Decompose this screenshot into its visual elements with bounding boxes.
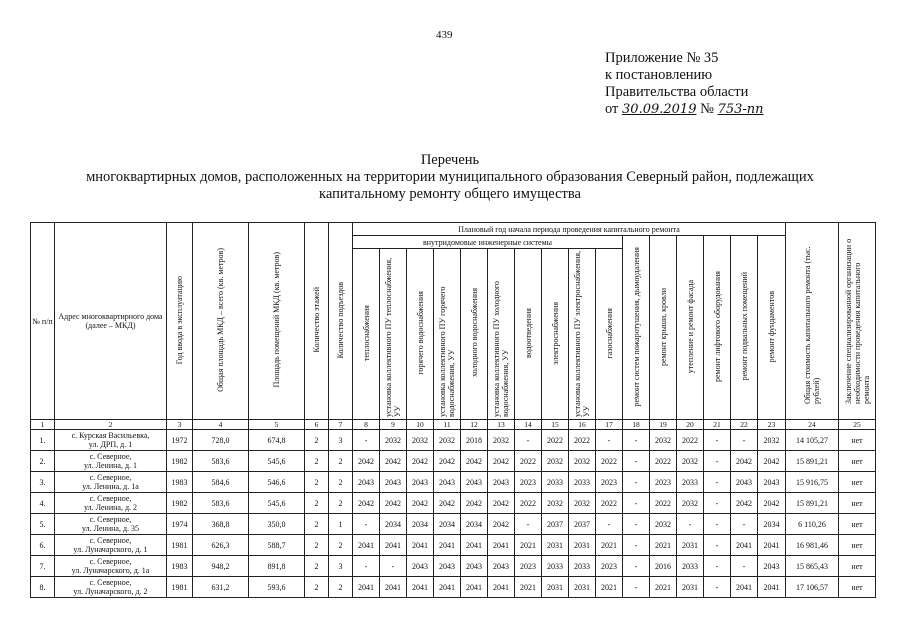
row-work-year: -	[515, 514, 542, 535]
row-entrances: 3	[329, 430, 353, 451]
row-work-year: 2022	[569, 430, 596, 451]
row-work-year: 2041	[407, 577, 434, 598]
table-row	[31, 493, 876, 514]
row-work-year: 2041	[407, 535, 434, 556]
row-work-year: 2041	[731, 535, 758, 556]
row-floors: 2	[305, 472, 329, 493]
row-year: 1972	[167, 430, 193, 451]
row-work-year: 2043	[461, 556, 488, 577]
row-area-rooms: 546,6	[249, 472, 305, 493]
column-number: 14	[515, 420, 542, 430]
row-work-year: -	[623, 514, 650, 535]
row-work-year: 2021	[515, 535, 542, 556]
row-work-year: 2033	[542, 472, 569, 493]
appendix-line-2: к постановлению	[605, 67, 713, 83]
row-work-year: 2033	[677, 556, 704, 577]
row-entrances: 2	[329, 472, 353, 493]
appendix-line-1: Приложение № 35	[605, 50, 719, 66]
row-work-year: 2031	[542, 577, 569, 598]
row-floors: 2	[305, 556, 329, 577]
row-address	[55, 535, 167, 556]
column-number: 10	[407, 420, 434, 430]
column-number: 7	[329, 420, 353, 430]
row-work-year: 2033	[569, 472, 596, 493]
column-number: 13	[488, 420, 515, 430]
row-work-year: 2042	[758, 451, 786, 472]
row-address-line-1: с. Северное,	[89, 536, 132, 545]
row-work-year: 2033	[677, 472, 704, 493]
row-work-year: 2032	[569, 451, 596, 472]
row-address-line-1: с. Северное,	[89, 578, 132, 587]
row-work-year: 2042	[434, 493, 461, 514]
page-number: 439	[436, 29, 453, 41]
row-conclusion: нет	[839, 493, 876, 514]
row-work-year: 2042	[731, 451, 758, 472]
row-area-rooms: 674,8	[249, 430, 305, 451]
row-work-year: -	[623, 535, 650, 556]
row-work-year: 2042	[488, 451, 515, 472]
row-conclusion: нет	[839, 514, 876, 535]
row-work-year: 2042	[758, 493, 786, 514]
row-work-year: 2032	[434, 430, 461, 451]
header-year: Год ввода в эксплуатацию	[167, 223, 193, 420]
row-work-year: -	[515, 430, 542, 451]
row-work-year: -	[704, 535, 731, 556]
header-work: ремонт лифтового оборудования	[704, 236, 731, 420]
header-work: горячего водоснабжения	[407, 249, 434, 420]
row-floors: 2	[305, 514, 329, 535]
header-internal-systems: внутридомовые инженерные системы	[353, 236, 623, 249]
header-cost: Общая стоимость капитального ремонта (тыс. рублей)	[786, 223, 839, 420]
row-address-line-2: ул. Луначарского, д. 2	[73, 587, 148, 596]
row-address	[55, 472, 167, 493]
row-work-year: 2016	[650, 556, 677, 577]
row-work-year: 2043	[434, 472, 461, 493]
header-number: № п/п	[31, 223, 55, 420]
row-area-total: 728,0	[193, 430, 249, 451]
row-work-year: 2042	[731, 493, 758, 514]
row-floors: 2	[305, 535, 329, 556]
table-row	[31, 514, 876, 535]
row-work-year: 2041	[353, 577, 380, 598]
row-work-year: 2037	[569, 514, 596, 535]
row-number: 8.	[31, 577, 55, 598]
row-address-line-2: ул. Ленина, д. 2	[83, 503, 138, 512]
row-work-year: 2023	[515, 472, 542, 493]
header-work: электроснабжения	[542, 249, 569, 420]
header-work: ремонт подвальных помещений	[731, 236, 758, 420]
header-entrances: Количество подъездов	[329, 223, 353, 420]
row-area-total: 584,6	[193, 472, 249, 493]
row-work-year: 2043	[380, 472, 407, 493]
header-work: установка коллективного ПУ горячего водоснабжения, УУ	[434, 249, 461, 420]
column-number: 4	[193, 420, 249, 430]
header-work: установка коллективного ПУ холодного водоснабжения, УУ	[488, 249, 515, 420]
row-area-total: 626,3	[193, 535, 249, 556]
row-year: 1982	[167, 451, 193, 472]
row-year: 1983	[167, 556, 193, 577]
row-address-line-2: ул. Луначарского, д. 1а	[71, 566, 150, 575]
appendix-line-3: Правительства области	[605, 84, 749, 100]
row-area-rooms: 588,7	[249, 535, 305, 556]
row-work-year: 2023	[596, 556, 623, 577]
row-address-line-2: ул. Ленина, д. 1а	[82, 482, 139, 491]
row-work-year: 2041	[758, 535, 786, 556]
row-work-year: 2032	[758, 430, 786, 451]
row-address	[55, 514, 167, 535]
row-work-year: 2041	[731, 577, 758, 598]
row-work-year: -	[731, 430, 758, 451]
row-work-year: 2041	[353, 535, 380, 556]
row-work-year: 2043	[407, 556, 434, 577]
row-work-year: 2043	[488, 472, 515, 493]
row-area-rooms: 891,8	[249, 556, 305, 577]
row-number: 4.	[31, 493, 55, 514]
column-number-row	[31, 420, 876, 430]
row-area-total: 583,6	[193, 451, 249, 472]
row-work-year: 2043	[731, 472, 758, 493]
column-number: 8	[353, 420, 380, 430]
row-entrances: 1	[329, 514, 353, 535]
row-area-total: 948,2	[193, 556, 249, 577]
row-work-year: 2021	[596, 535, 623, 556]
row-area-rooms: 545,6	[249, 493, 305, 514]
row-cost: 6 110,26	[786, 514, 839, 535]
column-number: 22	[731, 420, 758, 430]
row-work-year: 2043	[434, 556, 461, 577]
column-number: 12	[461, 420, 488, 430]
row-floors: 2	[305, 451, 329, 472]
row-address-line-2: ул. Ленина, д. 35	[81, 524, 140, 533]
table-row	[31, 451, 876, 472]
appendix-block	[605, 50, 764, 118]
row-work-year: 2022	[596, 493, 623, 514]
row-work-year: 2042	[407, 451, 434, 472]
column-number: 21	[704, 420, 731, 430]
column-number: 15	[542, 420, 569, 430]
row-work-year: -	[623, 451, 650, 472]
row-work-year: 2032	[380, 430, 407, 451]
row-address-line-1: с. Курская Васильевка,	[71, 431, 150, 440]
row-work-year: 2022	[515, 493, 542, 514]
row-area-total: 583,6	[193, 493, 249, 514]
row-address	[55, 577, 167, 598]
row-year: 1983	[167, 472, 193, 493]
row-work-year: 2037	[542, 514, 569, 535]
row-work-year: 2022	[650, 493, 677, 514]
header-conclusion: Заключение специализированной организации о необходимости проведения капитального ремонта	[839, 223, 876, 420]
row-work-year: 2042	[434, 451, 461, 472]
row-cost: 14 105,27	[786, 430, 839, 451]
column-number: 20	[677, 420, 704, 430]
row-work-year: -	[704, 577, 731, 598]
column-number: 17	[596, 420, 623, 430]
row-work-year: 2042	[461, 493, 488, 514]
table-row	[31, 430, 876, 451]
header-work: установка коллективного ПУ теплоснабжения, УУ	[380, 249, 407, 420]
row-work-year: 2043	[758, 556, 786, 577]
row-work-year: 2042	[380, 451, 407, 472]
column-number: 25	[839, 420, 876, 430]
row-area-total: 631,2	[193, 577, 249, 598]
row-work-year: 2031	[569, 577, 596, 598]
row-work-year: 2043	[407, 472, 434, 493]
appendix-date-prefix: от	[605, 101, 619, 117]
row-work-year: 2034	[434, 514, 461, 535]
row-work-year: 2042	[353, 451, 380, 472]
table-row	[31, 577, 876, 598]
row-work-year: 2034	[407, 514, 434, 535]
row-work-year: -	[623, 493, 650, 514]
row-work-year: 2021	[650, 535, 677, 556]
row-work-year: 2022	[515, 451, 542, 472]
column-number: 1	[31, 420, 55, 430]
row-work-year: 2023	[596, 472, 623, 493]
row-work-year: 2042	[488, 514, 515, 535]
column-number: 9	[380, 420, 407, 430]
header-area-rooms: Площадь помещений МКД (кв. метров)	[249, 223, 305, 420]
header-area-total: Общая площадь МКД – всего (кв. метров)	[193, 223, 249, 420]
row-cost: 15 891,21	[786, 451, 839, 472]
row-work-year: 2041	[380, 577, 407, 598]
row-work-year: 2041	[434, 577, 461, 598]
appendix-number: 753-пп	[717, 102, 764, 117]
row-conclusion: нет	[839, 577, 876, 598]
row-cost: 16 981,46	[786, 535, 839, 556]
row-work-year: 2032	[569, 493, 596, 514]
row-area-rooms: 350,0	[249, 514, 305, 535]
row-entrances: 2	[329, 577, 353, 598]
row-work-year: 2023	[650, 472, 677, 493]
column-number: 16	[569, 420, 596, 430]
row-address	[55, 493, 167, 514]
row-work-year: -	[704, 430, 731, 451]
row-work-year: 2022	[542, 430, 569, 451]
row-number: 7.	[31, 556, 55, 577]
repair-table	[30, 222, 876, 598]
row-address-line-2: ул. Ленина, д. 1	[83, 461, 138, 470]
row-conclusion: нет	[839, 451, 876, 472]
row-work-year: 2031	[677, 535, 704, 556]
row-work-year: -	[704, 514, 731, 535]
column-number: 3	[167, 420, 193, 430]
row-address-line-2: ул. ДРП, д. 1	[88, 440, 133, 449]
row-address	[55, 556, 167, 577]
row-number: 1.	[31, 430, 55, 451]
row-work-year: 2041	[380, 535, 407, 556]
row-year: 1981	[167, 535, 193, 556]
header-work: водоотведения	[515, 249, 542, 420]
row-work-year: 2023	[515, 556, 542, 577]
header-address: Адрес многоквартирного дома (далее – МКД)	[55, 223, 167, 420]
row-work-year: -	[677, 514, 704, 535]
row-work-year: 2032	[650, 430, 677, 451]
row-conclusion: нет	[839, 535, 876, 556]
row-work-year: 2042	[461, 451, 488, 472]
row-work-year: 2031	[569, 535, 596, 556]
row-work-year: -	[731, 556, 758, 577]
row-work-year: -	[704, 451, 731, 472]
column-number: 5	[249, 420, 305, 430]
row-floors: 2	[305, 493, 329, 514]
row-conclusion: нет	[839, 430, 876, 451]
row-work-year: -	[704, 493, 731, 514]
row-cost: 15 891,21	[786, 493, 839, 514]
header-planned-year: Плановый год начала периода проведения капитального ремонта	[353, 223, 786, 236]
row-work-year: 2042	[488, 493, 515, 514]
row-work-year: 2041	[461, 577, 488, 598]
row-work-year: -	[731, 514, 758, 535]
row-work-year: 2043	[461, 472, 488, 493]
row-entrances: 2	[329, 535, 353, 556]
row-entrances: 2	[329, 451, 353, 472]
row-work-year: 2021	[596, 577, 623, 598]
row-work-year: -	[623, 556, 650, 577]
row-address-line-1: с. Северное,	[89, 557, 132, 566]
appendix-line-4	[605, 101, 764, 118]
row-work-year: 2032	[677, 451, 704, 472]
row-work-year: 2022	[596, 451, 623, 472]
row-work-year: 2043	[488, 556, 515, 577]
row-address-line-1: с. Северное,	[89, 452, 132, 461]
document-title: Перечень	[420, 152, 480, 168]
table-row	[31, 535, 876, 556]
row-work-year: 2033	[542, 556, 569, 577]
header-work: ремонт крыши, кровли	[650, 236, 677, 420]
row-area-rooms: 545,6	[249, 451, 305, 472]
column-number: 19	[650, 420, 677, 430]
row-number: 5.	[31, 514, 55, 535]
column-number: 23	[758, 420, 786, 430]
row-work-year: 2041	[758, 577, 786, 598]
row-address-line-1: с. Северное,	[89, 515, 132, 524]
column-number: 11	[434, 420, 461, 430]
row-work-year: -	[353, 430, 380, 451]
row-work-year: 2021	[650, 577, 677, 598]
row-work-year: 2041	[434, 535, 461, 556]
row-work-year: 2022	[650, 451, 677, 472]
row-floors: 2	[305, 577, 329, 598]
table-row	[31, 556, 876, 577]
table-row	[31, 472, 876, 493]
header-work: утепление и ремонт фасада	[677, 236, 704, 420]
row-work-year: -	[353, 556, 380, 577]
document-subtitle-line-1: многоквартирных домов, расположенных на территории муниципального образования Северный район, подлежащих	[86, 169, 814, 185]
row-work-year: 2034	[380, 514, 407, 535]
header-work: установка коллективного ПУ электроснабжения, УУ	[569, 249, 596, 420]
row-work-year: 2031	[677, 577, 704, 598]
row-work-year: 2041	[461, 535, 488, 556]
row-work-year: 2032	[542, 493, 569, 514]
row-work-year: 2034	[461, 514, 488, 535]
row-address-line-2: ул. Луначарского, д. 1	[73, 545, 148, 554]
appendix-number-label: №	[700, 101, 714, 117]
document-subtitle-line-2: капитальному ремонту общего имущества	[319, 186, 581, 202]
row-work-year: -	[704, 472, 731, 493]
row-work-year: -	[596, 430, 623, 451]
row-work-year: 2042	[380, 493, 407, 514]
row-work-year: -	[353, 514, 380, 535]
row-address-line-1: с. Северное,	[89, 473, 132, 482]
row-work-year: 2034	[758, 514, 786, 535]
row-floors: 2	[305, 430, 329, 451]
row-work-year: -	[704, 556, 731, 577]
row-work-year: 2042	[407, 493, 434, 514]
row-conclusion: нет	[839, 556, 876, 577]
row-work-year: 2032	[407, 430, 434, 451]
row-work-year: 2041	[488, 535, 515, 556]
row-work-year: -	[380, 556, 407, 577]
row-work-year: 2032	[650, 514, 677, 535]
column-number: 6	[305, 420, 329, 430]
row-number: 3.	[31, 472, 55, 493]
column-number: 24	[786, 420, 839, 430]
row-address-line-1: с. Северное,	[89, 494, 132, 503]
row-work-year: 2021	[515, 577, 542, 598]
row-number: 2.	[31, 451, 55, 472]
row-cost: 15 916,75	[786, 472, 839, 493]
row-conclusion: нет	[839, 472, 876, 493]
row-entrances: 2	[329, 493, 353, 514]
row-work-year: 2032	[677, 493, 704, 514]
row-work-year: -	[596, 514, 623, 535]
row-year: 1981	[167, 577, 193, 598]
column-number: 2	[55, 420, 167, 430]
header-work: ремонт фундаментов	[758, 236, 786, 420]
row-work-year: 2018	[461, 430, 488, 451]
row-work-year: 2032	[542, 451, 569, 472]
row-work-year: 2042	[353, 493, 380, 514]
header-work: газоснабжения	[596, 249, 623, 420]
header-work: холодного водоснабжения	[461, 249, 488, 420]
row-address	[55, 430, 167, 451]
row-year: 1974	[167, 514, 193, 535]
row-work-year: 2033	[569, 556, 596, 577]
header-floors: Количество этажей	[305, 223, 329, 420]
row-work-year: -	[623, 577, 650, 598]
header-work: теплоснабжения	[353, 249, 380, 420]
row-area-rooms: 593,6	[249, 577, 305, 598]
row-work-year: 2032	[488, 430, 515, 451]
row-work-year: 2022	[677, 430, 704, 451]
row-work-year: 2041	[488, 577, 515, 598]
row-work-year: 2043	[758, 472, 786, 493]
row-area-total: 368,8	[193, 514, 249, 535]
row-work-year: -	[623, 472, 650, 493]
column-number: 18	[623, 420, 650, 430]
row-work-year: 2031	[542, 535, 569, 556]
appendix-date: 30.09.2019	[622, 102, 697, 117]
row-work-year: -	[623, 430, 650, 451]
row-year: 1982	[167, 493, 193, 514]
header-work: ремонт систем пожаротушения, дымоудаления	[623, 236, 650, 420]
row-work-year: 2043	[353, 472, 380, 493]
row-address	[55, 451, 167, 472]
row-entrances: 3	[329, 556, 353, 577]
row-cost: 15 865,43	[786, 556, 839, 577]
row-number: 6.	[31, 535, 55, 556]
row-cost: 17 106,57	[786, 577, 839, 598]
